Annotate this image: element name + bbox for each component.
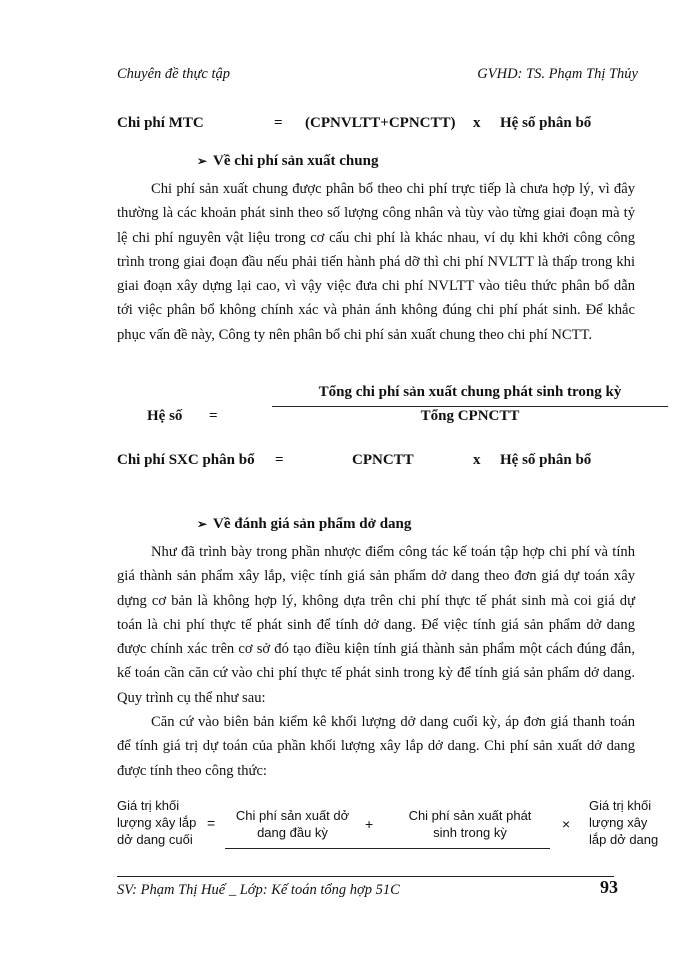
formula-mtc-eq: = xyxy=(274,115,283,131)
formula-dd-right xyxy=(589,797,658,848)
section2-paragraph-1: Như đã trình bày trong phần nhược điểm công tác kế toán tập hợp chi phí và tính giá thành sản phẩm xây lắp, việc tính giá sản phẩm dở dang theo đơn giá dự toán xây dựng cơ bản là không hợp lý, không dựa trên chi phí thực tế phát sinh mà coi giá dự toán là chi phí thực tế phát sinh để tính dở dang. Để việc tính giá sản phẩm dở dang được chính xác trên cơ sở đó tạo điều kiện tính giá thành sản phẩm một cách đúng đắn, kế toán cần căn cứ vào chi phí thực tế phát sinh trong kỳ để tính giá sản phẩm dở dang. Quy trình cụ thể như sau: xyxy=(117,544,635,706)
formula-dd-num2 xyxy=(390,807,550,841)
formula-sxc-eq: = xyxy=(275,452,284,468)
section1-paragraph: Chi phí sản xuất chung được phân bổ theo chi phí trực tiếp là chưa hợp lý, vì đây thường là các khoản phát sinh theo số lượng công nhân và tùy vào từng giai đoạn mà tỷ lệ chi phí nguyên vật liệu trong cơ cấu chi phí là khác nhau, ví dụ khi khởi công công trình trong giai đoạn đầu nếu phải tiến hành phá dỡ thì chi phí NVLTT là thấp trong khi giai đoạn xây dựng lại cao, vì vậy việc đưa chi phí NVLTT vào tiêu thức phân bổ dẫn tới việc phân bổ không chính xác và phản ánh không đúng chi phí phát sinh. Để khắc phục vấn đề này, Công ty nên phân bổ chi phí sản xuất chung theo chi phí NCTT. xyxy=(117,181,635,343)
formula-dd-right-line: Giá trị khối xyxy=(589,798,652,813)
formula-sxc-label: Chi phí SXC phân bổ xyxy=(117,452,255,468)
section1-heading xyxy=(197,153,378,170)
formula-sxc-term: CPNCTT xyxy=(352,452,414,468)
formula-dd-right-line: lắp dở dang xyxy=(589,832,659,847)
formula-hs-denominator: Tổng CPNCTT xyxy=(420,408,520,424)
formula-mtc-term: (CPNVLTT+CPNCTT) xyxy=(305,115,456,131)
fraction-line xyxy=(272,406,668,407)
formula-mtc-factor: Hệ số phân bổ xyxy=(500,115,592,131)
formula-dd-right-line: lượng xây xyxy=(589,815,648,830)
formula-dd-left-line: Giá trị khối xyxy=(117,798,180,813)
section1-title: Về chi phí sản xuất chung xyxy=(213,153,379,169)
header-right: GVHD: TS. Phạm Thị Thủy xyxy=(477,66,638,82)
formula-dd-num2-line: sinh trong kỳ xyxy=(433,825,507,840)
section2-title: Về đánh giá sản phẩm dở dang xyxy=(213,516,412,532)
header-left: Chuyên đề thực tập xyxy=(117,66,231,82)
formula-sxc-op: x xyxy=(473,452,481,468)
footer-text: SV: Phạm Thị Huế _ Lớp: Kế toán tổng hợp 51C xyxy=(117,882,400,898)
formula-mtc-label: Chi phí MTC xyxy=(117,115,204,131)
section1-body xyxy=(117,177,635,347)
formula-dd-num1-line: Chi phí sản xuất dở xyxy=(235,808,350,823)
formula-dd-left-line: lượng xây lắp xyxy=(117,815,197,830)
formula-hs-numerator: Tổng chi phí sản xuất chung phát sinh trong kỳ xyxy=(318,384,622,400)
formula-dd-left-line: dở dang cuối xyxy=(117,832,193,847)
formula-mtc-op: x xyxy=(473,115,481,131)
formula-dd-num1-line: dang đầu kỳ xyxy=(257,825,328,840)
formula-dd-num1 xyxy=(225,807,360,841)
formula-dd-times: × xyxy=(562,816,571,832)
arrow-bullet-icon: ➢ xyxy=(197,154,208,168)
formula-hs-label: Hệ số xyxy=(147,408,183,424)
section2-body xyxy=(117,540,635,783)
formula-dd-eq: = xyxy=(207,815,216,831)
footer-rule xyxy=(117,876,614,877)
arrow-bullet-icon: ➢ xyxy=(197,517,208,531)
formula-dd-num2-line: Chi phí sản xuất phát xyxy=(408,808,532,823)
page-number: 93 xyxy=(600,877,618,897)
section2-paragraph-2: Căn cứ vào biên bản kiểm kê khối lượng dở dang cuối kỳ, áp đơn giá thanh toán để tính giá trị dự toán của phần khối lượng xây lắp dở dang. Chi phí sản xuất dở dang được tính theo công thức: xyxy=(117,714,635,779)
formula-dd-plus: + xyxy=(365,816,374,832)
section2-heading xyxy=(197,516,411,533)
formula-dd-fraction-line xyxy=(225,848,550,849)
formula-dd-left xyxy=(117,797,196,848)
formula-sxc-factor: Hệ số phân bổ xyxy=(500,452,592,468)
formula-hs-eq: = xyxy=(209,408,218,424)
